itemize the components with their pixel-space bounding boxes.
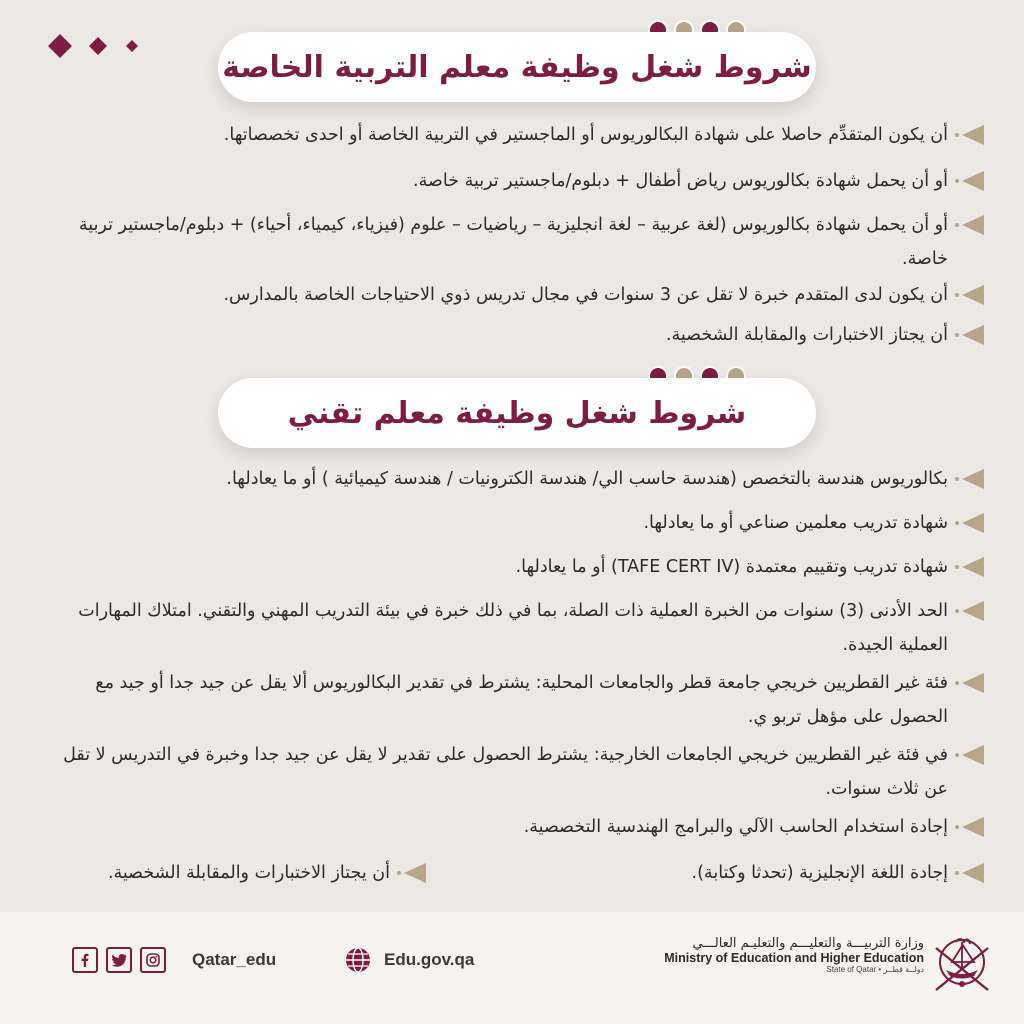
- bullet-arrow-icon: [396, 859, 430, 887]
- section1-title: شروط شغل وظيفة معلم التربية الخاصة: [222, 49, 812, 85]
- social-handle[interactable]: Qatar_edu: [192, 950, 277, 969]
- facebook-icon[interactable]: [72, 947, 98, 973]
- list-item: [56, 208, 988, 276]
- item-text: أن يكون لدى المتقدم خبرة لا تقل عن 3 سنوات في مجال تدريس ذوي الاحتياجات الخاصة بالمدارس.: [223, 285, 948, 305]
- list-item: [56, 810, 988, 844]
- bullet-arrow-icon: [954, 859, 988, 887]
- list-item: [56, 462, 988, 496]
- bullet-arrow-icon: [954, 465, 988, 493]
- bullet-arrow-icon: [954, 167, 988, 195]
- bullet-arrow-icon: [954, 509, 988, 537]
- bullet-arrow-icon: [954, 281, 988, 309]
- bullet-arrow-icon: [954, 321, 988, 349]
- item-text: أن يجتاز الاختبارات والمقابلة الشخصية.: [107, 863, 390, 883]
- item-text: أن يكون المتقدِّم حاصلا على شهادة البكالوريوس أو الماجستير في التربية الخاصة أو احدى تخصصاتها.: [223, 125, 948, 145]
- bullet-arrow-icon: [954, 211, 988, 239]
- ministry-logo-text: [664, 936, 924, 974]
- website-link[interactable]: Edu.gov.qa: [384, 950, 475, 969]
- item-text: في فئة غير القطريين خريجي الجامعات الخارجية: يشترط الحصول على تقدير لا يقل عن جيد جدا وخبرة في التدريس لا تقل عن ثلاث سنوات.: [63, 745, 948, 799]
- ministry-name-english: Ministry of Education and Higher Education: [664, 951, 924, 965]
- bullet-arrow-icon: [954, 121, 988, 149]
- state-of-qatar: State of Qatar • دولــة قطــر: [826, 965, 924, 974]
- twitter-icon[interactable]: [106, 947, 132, 973]
- bullet-arrow-icon: [954, 741, 988, 769]
- list-item: [56, 738, 988, 806]
- item-text: شهادة تدريب معلمين صناعي أو ما يعادلها.: [643, 513, 948, 533]
- list-item: [56, 550, 988, 584]
- list-item: [56, 278, 988, 312]
- instagram-icon[interactable]: [140, 947, 166, 973]
- list-item: [56, 666, 988, 734]
- section1-header: [218, 32, 816, 102]
- social-icons: [72, 947, 166, 973]
- list-item: [668, 856, 988, 890]
- item-text: إجادة اللغة الإنجليزية (تحدثا وكتابة).: [691, 863, 948, 883]
- list-item: [56, 164, 988, 198]
- globe-icon: [344, 946, 372, 974]
- item-text: أن يجتاز الاختبارات والمقابلة الشخصية.: [665, 325, 948, 345]
- item-text: أو أن يحمل شهادة بكالوريوس (لغة عربية – لغة انجليزية – رياضيات – علوم (فيزياء، كيمياء، أحياء) + دبلوم/ماجستير تربية خاصة.: [78, 215, 948, 269]
- list-item: [56, 506, 988, 540]
- section2-header: [218, 378, 816, 448]
- bullet-arrow-icon: [954, 669, 988, 697]
- item-text: إجادة استخدام الحاسب الآلي والبرامج الهندسية التخصصية.: [523, 817, 948, 837]
- bullet-arrow-icon: [954, 813, 988, 841]
- item-text: الحد الأدنى (3) سنوات من الخبرة العملية ذات الصلة، بما في ذلك خبرة في بيئة التدريب المهني والتقني. امتلاك المهارات العملية الجيدة.: [78, 601, 948, 655]
- item-text: بكالوريوس هندسة بالتخصص (هندسة حاسب الي/ هندسة الكترونيات / هندسة كيميائية ) أو ما يعادلها.: [226, 469, 948, 489]
- section2-title: شروط شغل وظيفة معلم تقني: [287, 395, 747, 431]
- list-item: [60, 856, 430, 890]
- item-text: أو أن يحمل شهادة بكالوريوس رياض أطفال + دبلوم/ماجستير تربية خاصة.: [413, 171, 948, 191]
- item-text: فئة غير القطريين خريجي جامعة قطر والجامعات المحلية: يشترط في تقدير البكالوريوس ألا يقل عن جيد جدا أو جيد مع الحصول على مؤهل تربو ي.: [95, 673, 948, 727]
- decorative-diamonds: [46, 32, 156, 60]
- bullet-arrow-icon: [954, 597, 988, 625]
- item-text: شهادة تدريب وتقييم معتمدة (TAFE CERT IV) أو ما يعادلها.: [515, 557, 948, 577]
- ministry-name-arabic: وزارة التربيـــة والتعليـــم والتعليـم العالـــي: [692, 936, 924, 951]
- list-item: [56, 318, 988, 352]
- qatar-emblem-icon: [926, 928, 998, 1000]
- bullet-arrow-icon: [954, 553, 988, 581]
- list-item: [56, 118, 988, 152]
- list-item: [56, 594, 988, 662]
